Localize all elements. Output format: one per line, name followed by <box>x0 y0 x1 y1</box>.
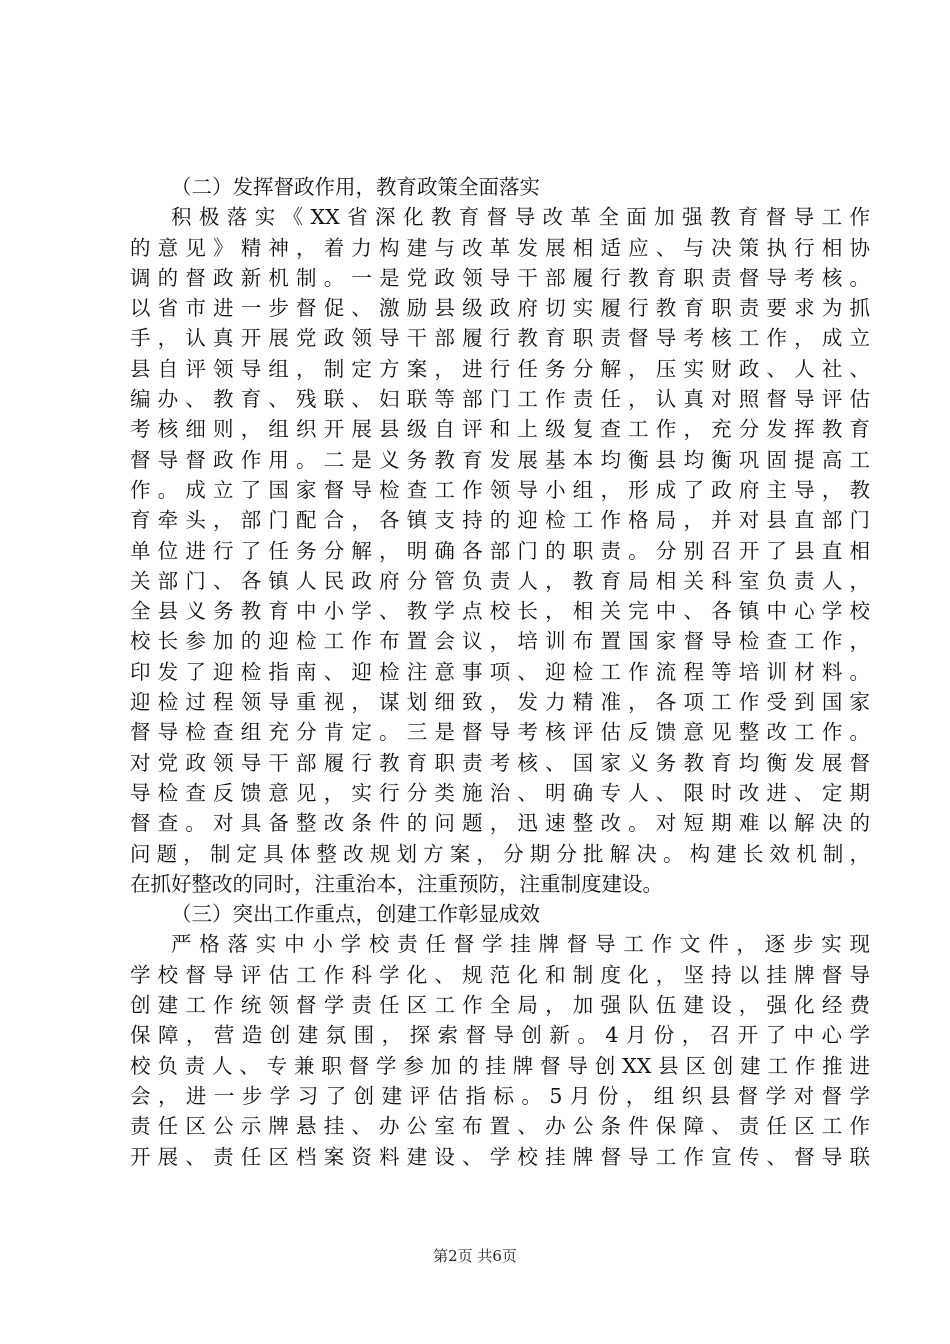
text-line: 创建工作统领督学责任区工作全局，加强队伍建设，强化经费 <box>130 993 870 1018</box>
text-line: 迎检过程领导重视，谋划细致，发力精准，各项工作受到国家 <box>130 690 870 715</box>
text-line: 以省市进一步督促、激励县级政府切实履行教育职责要求为抓 <box>130 296 870 321</box>
text-line: 开展、责任区档案资料建设、学校挂牌督导工作宣传、督导联 <box>130 1144 870 1169</box>
text-line: 严格落实中小学校责任督学挂牌督导工作文件，逐步实现 <box>171 932 870 957</box>
text-line: 校负责人、专兼职督学参加的挂牌督导创XX县区创建工作推进 <box>130 1053 870 1078</box>
text-line: 积极落实《XX省深化教育督导改革全面加强教育督导工作 <box>171 205 870 230</box>
text-line: （三）突出工作重点，创建工作彰显成效 <box>171 902 540 927</box>
text-line: 督导检查组充分肯定。三是督导考核评估反馈意见整改工作。 <box>130 720 870 745</box>
text-line: 问题，制定具体整改规划方案，分期分批解决。构建长效机制， <box>130 841 870 866</box>
text-line: 的意见》精神，着力构建与改革发展相适应、与决策执行相协 <box>130 235 870 260</box>
text-line: 考核细则，组织开展县级自评和上级复查工作，充分发挥教育 <box>130 417 870 442</box>
text-line: 关部门、各镇人民政府分管负责人，教育局相关科室负责人， <box>130 568 870 593</box>
text-line: 督导督政作用。二是义务教育发展基本均衡县均衡巩固提高工 <box>130 447 870 472</box>
text-line: 印发了迎检指南、迎检注意事项、迎检工作流程等培训材料。 <box>130 659 870 684</box>
text-line: 在抓好整改的同时，注重治本，注重预防，注重制度建设。 <box>130 871 663 896</box>
text-line: 会，进一步学习了创建评估指标。5月份，组织县督学对督学 <box>130 1083 870 1108</box>
text-line: 学校督导评估工作科学化、规范化和制度化，坚持以挂牌督导 <box>130 962 870 987</box>
text-line: 对党政领导干部履行教育职责考核、国家义务教育均衡发展督 <box>130 750 870 775</box>
text-line: 县自评领导组，制定方案，进行任务分解，压实财政、人社、 <box>130 356 870 381</box>
text-line: 保障，营造创建氛围，探索督导创新。4月份，召开了中心学 <box>130 1023 870 1048</box>
text-line: 编办、教育、残联、妇联等部门工作责任，认真对照督导评估 <box>130 387 870 412</box>
text-line: 督查。对具备整改条件的问题，迅速整改。对短期难以解决的 <box>130 811 870 836</box>
text-line: 调的督政新机制。一是党政领导干部履行教育职责督导考核。 <box>130 265 870 290</box>
page-footer: 第2页 共6页 <box>433 1247 517 1265</box>
text-line: 单位进行了任务分解，明确各部门的职责。分别召开了县直相 <box>130 538 870 563</box>
text-line: 作。成立了国家督导检查工作领导小组，形成了政府主导，教 <box>130 477 870 502</box>
text-line: （二）发挥督政作用，教育政策全面落实 <box>171 175 540 199</box>
document-body <box>130 172 870 1172</box>
text-line: 手，认真开展党政领导干部履行教育职责督导考核工作，成立 <box>130 326 870 351</box>
text-line: 校长参加的迎检工作布置会议，培训布置国家督导检查工作， <box>130 629 870 654</box>
text-line: 全县义务教育中小学、教学点校长，相关完中、各镇中心学校 <box>130 599 870 624</box>
text-line: 育牵头，部门配合，各镇支持的迎检工作格局，并对县直部门 <box>130 508 870 533</box>
text-line: 责任区公示牌悬挂、办公室布置、办公条件保障、责任区工作 <box>130 1114 870 1139</box>
text-line: 导检查反馈意见，实行分类施治、明确专人、限时改进、定期 <box>130 780 870 805</box>
